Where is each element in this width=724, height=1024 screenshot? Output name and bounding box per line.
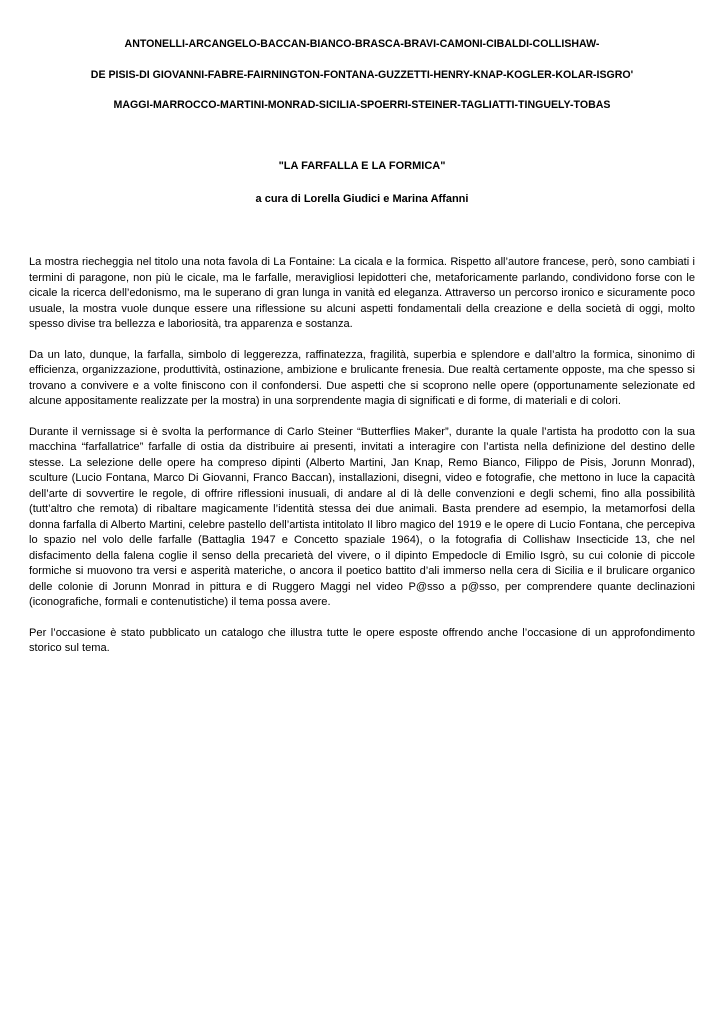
exhibition-curators: a cura di Lorella Giudici e Marina Affanni <box>255 193 469 205</box>
paragraph-catalogue: Per l’occasione è stato pubblicato un catalogo che illustra tutte le opere esposte offrendo anche l’occasione di un approfondimento storico sul tema. <box>29 626 695 654</box>
exhibition-title: "LA FARFALLA E LA FORMICA" <box>278 160 446 172</box>
paragraph-butterfly-ant: Da un lato, dunque, la farfalla, simbolo di leggerezza, raffinatezza, fragilità, superbia e splendore e dall’altro la formica, sinonimo di efficienza, organizzazione, produttività, ostinazione, ambizione e brulicante frenesia. Due realtà certamente opposte, ma che spesso si trovano a convivere e a volte finiscono con il confondersi. Due aspetti che si scoprono nelle opere (opportunamente selezionate ed alcune appositamente realizzate per la mostra) in una sorprendente magia di significati e di forme, di materiali e di colori. <box>29 348 695 407</box>
body-text <box>29 255 695 672</box>
paragraph-vernissage: Durante il vernissage si è svolta la performance di Carlo Steiner “Butterflies Maker”, durante la quale l’artista ha prodotto con la sua macchina “farfallatrice” farfalle di ostia da distribuire ai presenti, invitati a interagire con l’artista nella definizione del destino delle stesse. La selezione delle opere ha compreso dipinti (Alberto Martini, Jan Knap, Remo Bianco, Filippo de Pisis, Jorunn Monrad), sculture (Lucio Fontana, Marco Di Giovanni, Franco Baccan), installazioni, disegni, video e fotografie, che mettono in luce la capacità dell’arte di sovvertire le regole, di offrire riflessioni inusuali, di andare al di là delle convenzioni e degli schemi, fino alla possibilità (tutt’altro che remota) di ribaltare magicamente l’identità stessa dei due animali. Basta prendere ad esempio, la metamorfosi della donna farfalla di Alberto Martini, celebre pastello dell’artista intitolato Il libro magico del 1919 e le opere di Lucio Fontana, che percepiva lo spazio nel volo delle farfalle (Battaglia 1947 e Concetto spaziale 1964), o la fotografia di Collishaw Insecticide 13, che nel disfacimento della falena coglie il senso della precarietà del vivere, o il dipinto Empedocle di Emilio Isgrò, su cui colonie di piccole formiche si muovono tra versi e asperità materiche, o ancora il poetico battito d’ali immerso nella cera di Sicilia e il brulicare organico delle colonie di Jorunn Monrad in pittura e di Ruggero Maggi nel video P@sso a p@sso, per comprendere quante declinazioni (iconografiche, formali e contenutistiche) il tema possa avere. <box>29 425 695 608</box>
artists-line-3: MAGGI-MARROCCO-MARTINI-MONRAD-SICILIA-SPOERRI-STEINER-TAGLIATTI-TINGUELY-TOBAS <box>113 99 611 111</box>
artists-line-2: DE PISIS-DI GIOVANNI-FABRE-FAIRNINGTON-FONTANA-GUZZETTI-HENRY-KNAP-KOGLER-KOLAR-ISGRO' <box>90 69 634 81</box>
paragraph-intro: La mostra riecheggia nel titolo una nota favola di La Fontaine: La cicala e la formica. Rispetto all’autore francese, però, sono cambiati i termini di paragone, non più le cicale, ma le farfalle, meravigliosi lepidotteri che, metaforicamente parlando, condividono forse con le cicale la ricerca dell’edonismo, ma le superano di gran lunga in vanità ed eleganza. Attraverso un percorso ironico e sicuramente poco usuale, la mostra vuole dunque essere una riflessione su alcuni aspetti fondamentali della creazione e della società di oggi, molto spesso divise tra bellezza e laboriosità, tra apparenza e sostanza. <box>29 256 695 330</box>
artists-line-1: ANTONELLI-ARCANGELO-BACCAN-BIANCO-BRASCA-BRAVI-CAMONI-CIBALDI-COLLISHAW- <box>124 38 600 50</box>
